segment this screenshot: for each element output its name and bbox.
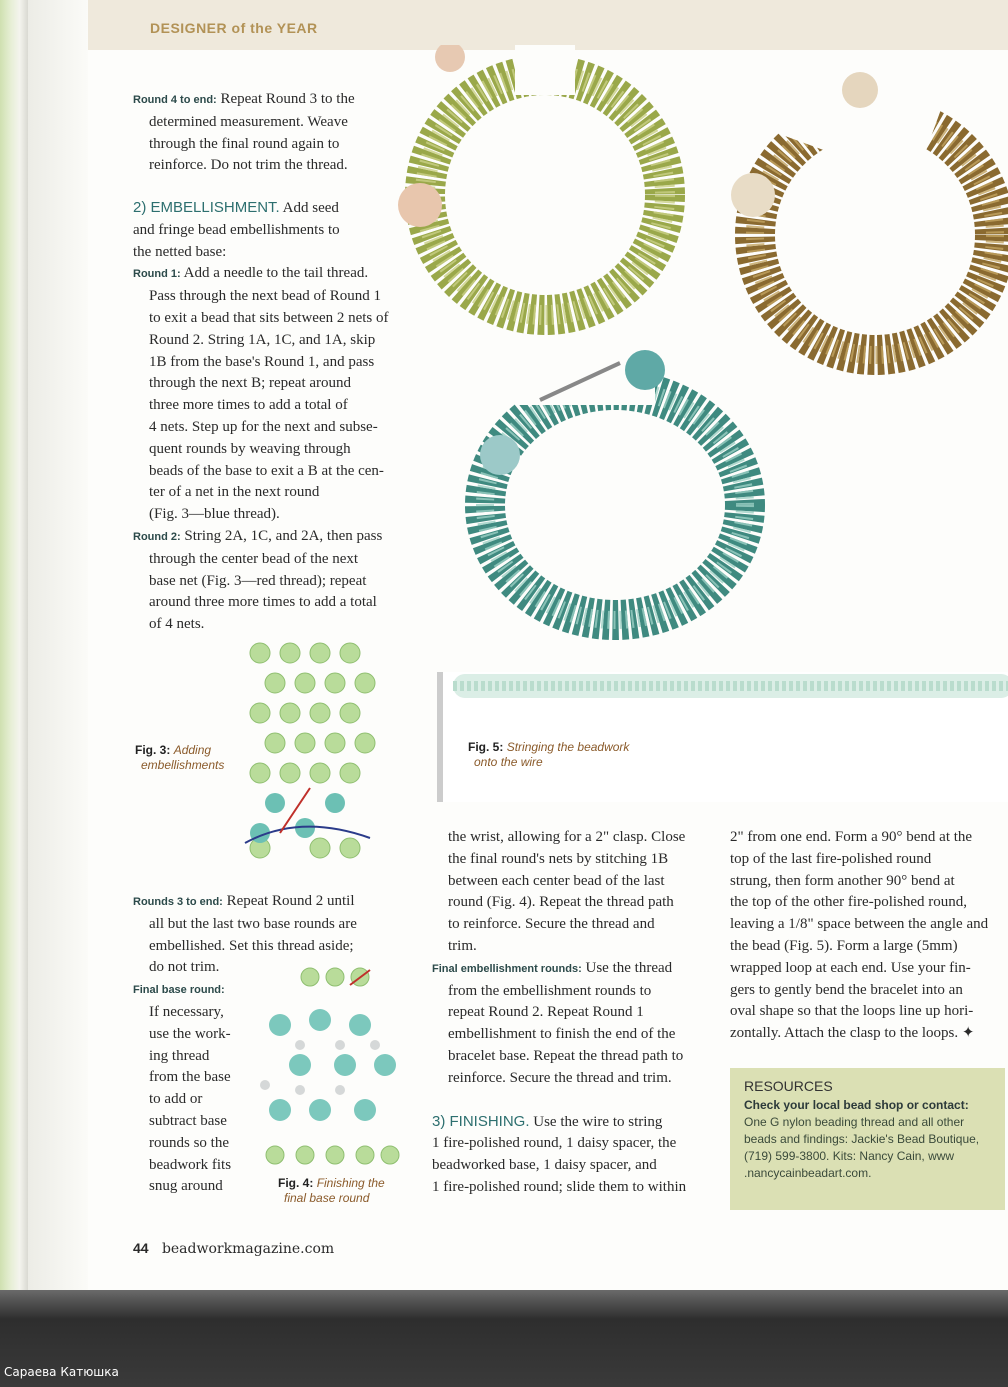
text-line: Use the thread xyxy=(585,959,673,976)
column-3-text xyxy=(730,827,988,1045)
text-line: embellishment to finish the end of the xyxy=(448,1026,676,1043)
text-line: 1 fire-polished round; slide them to within xyxy=(432,1178,687,1195)
text-line: beads of the base to exit a B at the cen- xyxy=(149,462,384,479)
text-line: snug around xyxy=(149,1178,223,1195)
text-line: leaving a 1/8" space between the angle and xyxy=(730,916,989,933)
round-4-instructions xyxy=(133,89,355,177)
text-line: Round 2. String 1A, 1C, and 1A, skip xyxy=(149,331,376,348)
text-line: If necessary, xyxy=(149,1003,224,1020)
text-line: Add seed xyxy=(282,200,339,216)
watermark-text: Сараева Катюшка xyxy=(4,1365,119,1379)
section-heading: 2) EMBELLISHMENT. xyxy=(133,199,280,216)
brown-bracelet-photo xyxy=(715,65,1008,385)
page-number: 44 xyxy=(133,1240,149,1256)
text-line: strung, then form another 90° bend at xyxy=(730,872,955,889)
step-label: Rounds 3 to end: xyxy=(133,896,223,908)
resources-box xyxy=(730,1068,1005,1210)
caption-text: onto the wire xyxy=(474,755,543,769)
resources-title: RESOURCES xyxy=(744,1078,833,1094)
page-footer xyxy=(133,1240,334,1257)
section-title: DESIGNER of the YEAR xyxy=(150,20,318,36)
caption-text: Stringing the beadwork xyxy=(506,740,630,754)
text-line: to exit a bead that sits between 2 nets of xyxy=(149,309,389,326)
resources-line: beads and findings: Jackie's Bead Boutique, xyxy=(744,1132,980,1146)
scan-bottom-band xyxy=(0,1290,1008,1387)
page-edge xyxy=(0,0,28,1290)
teal-bracelet-photo xyxy=(455,345,775,645)
text-line: and fringe bead embellishments to xyxy=(133,221,340,238)
resources-line: One G nylon beading thread and all other xyxy=(744,1115,965,1129)
text-line: zontally. Attach the clasp to the loops. ✦ xyxy=(730,1025,975,1042)
caption-text: final base round xyxy=(284,1191,370,1205)
text-line: 1B from the base's Round 1, and pass xyxy=(149,353,375,370)
resources-subtitle: Check your local bead shop or contact: xyxy=(744,1098,969,1112)
text-line: to reinforce. Secure the thread and xyxy=(448,916,655,933)
text-line: the bead (Fig. 5). Form a large (5mm) xyxy=(730,937,958,954)
figure-label: Fig. 4: xyxy=(278,1176,314,1190)
text-line: of 4 nets. xyxy=(149,616,205,633)
fig4-caption xyxy=(278,1176,385,1206)
page-edge-inner xyxy=(28,0,88,1290)
text-line: from the base xyxy=(149,1069,231,1086)
text-line: the final round's nets by stitching 1B xyxy=(448,850,669,867)
text-line: Add a needle to the tail thread. xyxy=(183,265,369,282)
text-line: ing thread xyxy=(149,1047,210,1064)
text-line: use the work- xyxy=(149,1025,231,1042)
text-line: trim. xyxy=(448,937,477,954)
text-line: 2" from one end. Form a 90° bend at the xyxy=(730,829,973,845)
text-line: all but the last two base rounds are xyxy=(149,915,357,932)
text-line: repeat Round 2. Repeat Round 1 xyxy=(448,1004,644,1021)
text-line: through the next B; repeat around xyxy=(149,375,352,392)
text-line: determined measurement. Weave xyxy=(149,113,348,130)
fig3-diagram xyxy=(240,638,380,868)
fig5-figure xyxy=(437,672,1008,802)
figure-label: Fig. 5: xyxy=(468,740,504,754)
text-line: String 2A, 1C, and 2A, then pass xyxy=(184,527,383,544)
resources-line: (719) 599-3800. Kits: Nancy Cain, www xyxy=(744,1149,955,1163)
fig5-beadwork-strip xyxy=(453,672,1008,700)
step-label: Round 1: xyxy=(133,268,181,281)
text-line: from the embellishment rounds to xyxy=(448,982,652,999)
text-line: Use the wire to string xyxy=(533,1113,663,1130)
fig4-diagram xyxy=(255,965,400,1170)
text-line: rounds so the xyxy=(149,1134,229,1151)
fig3-caption xyxy=(135,743,224,773)
text-line: reinforce. Secure the thread and trim. xyxy=(448,1069,672,1086)
text-line: to add or xyxy=(149,1091,203,1108)
text-line: wrapped loop at each end. Use your fin- xyxy=(730,959,971,976)
text-line: bracelet base. Repeat the thread path to xyxy=(448,1047,684,1064)
text-line: ter of a net in the next round xyxy=(149,484,320,501)
step-label: Final base round: xyxy=(133,984,225,997)
text-line: beadworked base, 1 daisy spacer, and xyxy=(432,1157,657,1174)
caption-text: Finishing the xyxy=(316,1176,385,1190)
resources-line: .nancycainbeadart.com. xyxy=(744,1166,872,1180)
text-line: Repeat Round 2 until xyxy=(226,893,355,909)
text-line: reinforce. Do not trim the thread. xyxy=(149,157,348,174)
text-line: round (Fig. 4). Repeat the thread path xyxy=(448,894,674,911)
text-line: around three more times to add a total xyxy=(149,594,377,611)
text-line: three more times to add a total of xyxy=(149,397,348,414)
text-line: 4 nets. Step up for the next and subse- xyxy=(149,418,378,435)
text-line: the top of the other fire-polished round, xyxy=(730,894,968,911)
figure-label: Fig. 3: xyxy=(135,743,171,757)
step-label: Final embellishment rounds: xyxy=(432,962,582,975)
text-line: do not trim. xyxy=(149,959,220,976)
text-line: 1 fire-polished round, 1 daisy spacer, the xyxy=(432,1135,677,1152)
step-label: Round 2: xyxy=(133,530,181,543)
text-line: quent rounds by weaving through xyxy=(149,440,351,457)
text-line: the netted base: xyxy=(133,243,227,260)
text-line: gers to gently bend the bracelet into an xyxy=(730,981,963,998)
text-line: Repeat Round 3 to the xyxy=(220,91,355,107)
section-heading: 3) FINISHING. xyxy=(432,1112,530,1130)
text-line: Pass through the next bead of Round 1 xyxy=(149,288,382,305)
page-header xyxy=(88,0,1008,50)
text-line: base net (Fig. 3—red thread); repeat xyxy=(149,572,367,589)
embellishment-section xyxy=(133,197,389,636)
column-2-text xyxy=(432,827,686,1199)
website-link: beadworkmagazine.com xyxy=(161,1241,335,1257)
green-bracelet-photo xyxy=(395,45,695,375)
text-line: through the final round again to xyxy=(149,135,340,152)
text-line: (Fig. 3—blue thread). xyxy=(149,506,280,523)
text-line: top of the last fire-polished round xyxy=(730,850,932,867)
text-line: embellished. Set this thread aside; xyxy=(149,937,354,954)
fig5-caption xyxy=(468,740,629,770)
text-line: subtract base xyxy=(149,1112,227,1129)
text-line: between each center bead of the last xyxy=(448,872,665,889)
caption-text: embellishments xyxy=(141,758,225,772)
step-label: Round 4 to end: xyxy=(133,94,217,106)
text-line: through the center bead of the next xyxy=(149,550,359,567)
caption-text: Adding xyxy=(173,743,212,757)
text-line: beadwork fits xyxy=(149,1156,232,1173)
text-line: oval shape so that the loops line up hori- xyxy=(730,1003,974,1020)
text-line: the wrist, allowing for a 2" clasp. Close xyxy=(448,829,686,845)
